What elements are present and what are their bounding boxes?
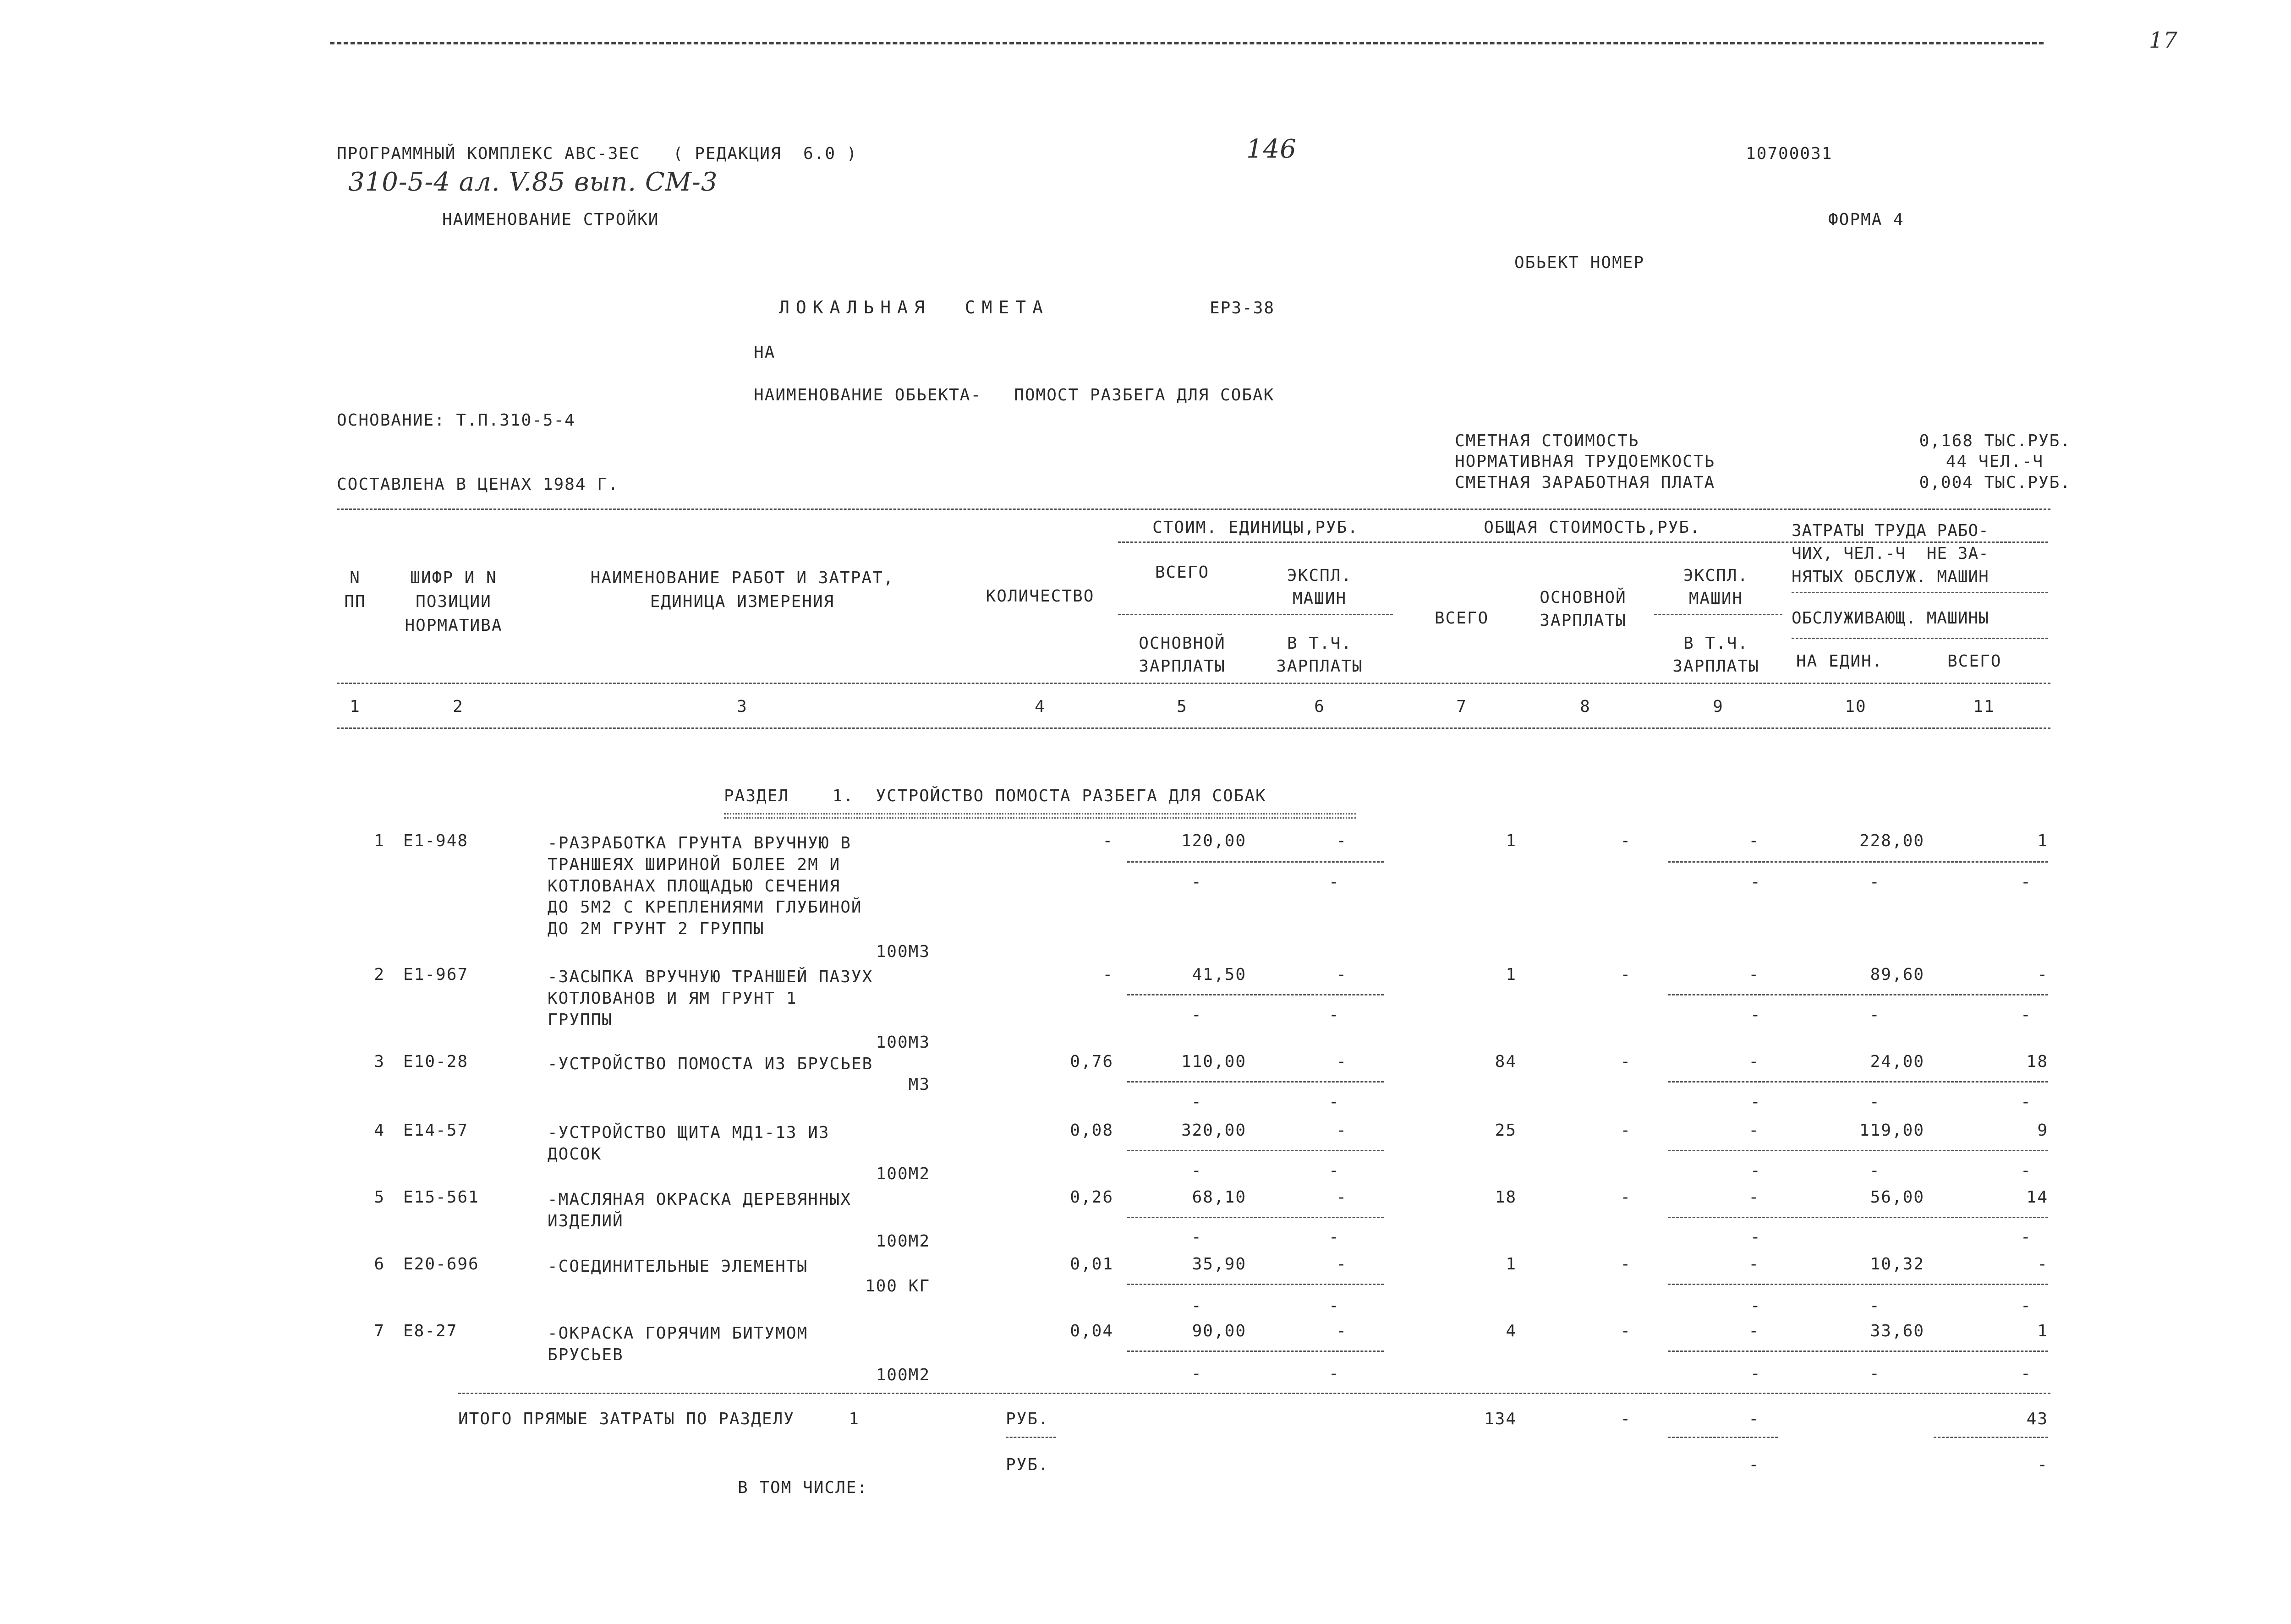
row-unit-price: 120,00 <box>1181 831 1246 850</box>
object-name: НАИМЕНОВАНИЕ ОБЬЕКТА- ПОМОСТ РАЗБЕГА ДЛЯ СОБАК <box>754 386 1275 405</box>
col-number: 2 <box>453 697 464 716</box>
row-unit-price: 35,90 <box>1192 1255 1246 1274</box>
totals-total: 134 <box>1484 1410 1517 1428</box>
dash-mark: - <box>1750 1161 1760 1180</box>
row-unit: 100М2 <box>876 1232 930 1251</box>
row-subrule <box>1668 1150 2048 1151</box>
dash-mark: - <box>2021 1093 2031 1111</box>
row-subrule <box>1127 994 1384 995</box>
totals-machines-2: - <box>1748 1455 1759 1474</box>
dash-mark: - <box>1191 1296 1201 1315</box>
row-total: 84 <box>1495 1052 1517 1071</box>
row-total: 18 <box>1495 1188 1517 1207</box>
row-quantity: 0,04 <box>1070 1322 1113 1340</box>
row-subrule <box>1668 1217 2048 1218</box>
estimated-cost-label: СМЕТНАЯ СТОИМОСТЬ <box>1455 432 1639 450</box>
price-level: СОСТАВЛЕНА В ЦЕНАХ 1984 Г. <box>337 475 619 494</box>
col-header-unit-total: ВСЕГО <box>1155 563 1210 582</box>
row-unit-price: 320,00 <box>1181 1121 1246 1140</box>
dash-mark: - <box>1750 1364 1760 1383</box>
col-header-name: НАИМЕНОВАНИЕ РАБОТ И ЗАТРАТ, ЕДИНИЦА ИЗМЕРЕНИЯ <box>590 569 894 612</box>
col-number: 1 <box>350 697 361 716</box>
totals-labor-total: 43 <box>2026 1410 2048 1428</box>
program-name: ПРОГРАММНЫЙ КОМПЛЕКС АВС-ЗЕС ( РЕДАКЦИЯ 6.0 ) <box>337 144 858 163</box>
row-main-pay: - <box>1620 1121 1631 1140</box>
row-main-pay: - <box>1620 831 1631 850</box>
column-numbers-bottom-rule <box>337 727 2050 729</box>
col-header-quantity: КОЛИЧЕСТВО <box>986 587 1095 606</box>
dash-mark: - <box>2021 1228 2031 1247</box>
dash-mark: - <box>1750 1006 1760 1024</box>
row-code: Е15-561 <box>403 1188 479 1207</box>
for-label: НА <box>754 343 776 362</box>
row-unit: 100М3 <box>876 1033 930 1052</box>
row-code: Е10-28 <box>403 1052 469 1071</box>
row-number: 4 <box>374 1121 385 1140</box>
handwritten-reference: 310-5-4 ал. V.85 вып. СМ-3 <box>348 167 718 197</box>
object-number-label: ОБЬЕКТ НОМЕР <box>1514 253 1645 272</box>
row-subrule <box>1668 994 2048 995</box>
row-unit: 100М2 <box>876 1366 930 1384</box>
dash-mark: - <box>1750 1296 1760 1315</box>
row-subrule <box>1668 1081 2048 1083</box>
page-number: 17 <box>2149 27 2178 53</box>
col-number: 6 <box>1314 697 1325 716</box>
wages-label: СМЕТНАЯ ЗАРАБОТНАЯ ПЛАТА <box>1455 473 1716 492</box>
totals-machines: - <box>1748 1410 1759 1428</box>
dash-mark: - <box>1191 1161 1201 1180</box>
dash-mark: - <box>1750 873 1760 891</box>
dash-mark: - <box>1191 1006 1201 1024</box>
labor-intensity-value: 44 ЧЕЛ.-Ч <box>1946 452 2044 471</box>
row-number: 1 <box>374 831 385 850</box>
totals-currency: РУБ. <box>1006 1410 1049 1428</box>
dash-mark: - <box>2021 873 2031 891</box>
col-header-code: ШИФР И N ПОЗИЦИИ НОРМАТИВА <box>405 569 503 635</box>
row-labor-total: 18 <box>2026 1052 2048 1071</box>
dash-mark: - <box>2021 1364 2031 1383</box>
row-labor-per-unit: 228,00 <box>1859 831 1924 850</box>
row-code: Е14-57 <box>403 1121 469 1140</box>
dash-mark: - <box>1329 1161 1339 1180</box>
row-main-pay: - <box>1620 965 1631 984</box>
row-quantity: 0,08 <box>1070 1121 1113 1140</box>
col-group-unit-cost: СТОИМ. ЕДИНИЦЫ,РУБ. <box>1152 518 1359 537</box>
col-header-labor-total: ВСЕГО <box>1947 652 2002 671</box>
dash-mark: - <box>2021 1006 2031 1024</box>
row-total: 25 <box>1495 1121 1517 1140</box>
col-header-labor-per-unit: НА ЕДИН. <box>1796 652 1883 671</box>
row-quantity: - <box>1102 831 1113 850</box>
row-unit-price: 68,10 <box>1192 1188 1246 1207</box>
col-header-labor-serve: ОБСЛУЖИВАЮЩ. МАШИНЫ <box>1792 609 1989 628</box>
row-name: -РАЗРАБОТКА ГРУНТА ВРУЧНУЮ В ТРАНШЕЯХ ШИРИНОЙ БОЛЕЕ 2М И КОТЛОВАНАХ ПЛОЩАДЬЮ СЕЧЕНИЯ ДО 5М2 С КРЕПЛЕНИЯМИ ГЛУБИНОЙ ДО 2М ГРУНТ 2 ГРУППЫ <box>548 834 862 939</box>
row-name: -ОКРАСКА ГОРЯЧИМ БИТУМОМ БРУСЬЕВ <box>548 1324 808 1364</box>
estimated-cost-value: 0,168 ТЫС.РУБ. <box>1919 432 2071 450</box>
row-unit: 100М2 <box>876 1165 930 1183</box>
row-labor-total: - <box>2037 965 2048 984</box>
col-group-total-cost: ОБЩАЯ СТОИМОСТЬ,РУБ. <box>1484 518 1701 537</box>
row-quantity: - <box>1102 965 1113 984</box>
col-header-unit-incl-pay: В Т.Ч. ЗАРПЛАТЫ <box>1276 634 1363 676</box>
row-labor-total: 1 <box>2037 1322 2048 1340</box>
totals-labor-total-2: - <box>2037 1455 2048 1474</box>
dash-mark: - <box>2021 1161 2031 1180</box>
dash-mark: - <box>1869 1161 1880 1180</box>
wages-value: 0,004 ТЫС.РУБ. <box>1919 473 2071 492</box>
header-top-rule <box>337 509 2050 510</box>
labor-subdivider-1 <box>1792 592 2048 593</box>
row-unit-machines: - <box>1336 1255 1347 1274</box>
row-total-machines: - <box>1748 1188 1759 1207</box>
row-main-pay: - <box>1620 1052 1631 1071</box>
row-code: Е20-696 <box>403 1255 479 1274</box>
row-code: Е1-967 <box>403 965 469 984</box>
row-unit-machines: - <box>1336 1052 1347 1071</box>
section-title-underline <box>724 813 1356 819</box>
col-header-total-machines: ЭКСПЛ. МАШИН <box>1683 566 1749 608</box>
row-total-machines: - <box>1748 1121 1759 1140</box>
dash-mark: - <box>1329 1364 1339 1383</box>
row-total-machines: - <box>1748 831 1759 850</box>
dash-mark: - <box>1869 873 1880 891</box>
row-number: 7 <box>374 1322 385 1340</box>
totals-currency-2: РУБ. <box>1006 1455 1049 1474</box>
col-header-n: N ПП <box>344 569 366 612</box>
col-number: 5 <box>1177 697 1188 716</box>
dash-mark: - <box>1191 1364 1201 1383</box>
row-total: 1 <box>1506 965 1517 984</box>
row-main-pay: - <box>1620 1255 1631 1274</box>
row-labor-per-unit: 10,32 <box>1870 1255 1924 1274</box>
dash-mark: - <box>1191 1093 1201 1111</box>
row-labor-per-unit: 33,60 <box>1870 1322 1924 1340</box>
dash-mark: - <box>1329 1228 1339 1247</box>
row-labor-per-unit: 56,00 <box>1870 1188 1924 1207</box>
row-total: 4 <box>1506 1322 1517 1340</box>
dash-mark: - <box>1750 1093 1760 1111</box>
col-header-unit-machines: ЭКСПЛ. МАШИН <box>1287 566 1353 608</box>
dash-mark: - <box>1329 873 1339 891</box>
row-subrule <box>1668 1437 1778 1438</box>
col-header-total-main-pay: ОСНОВНОЙ ЗАРПЛАТЫ <box>1540 588 1627 630</box>
row-total: 1 <box>1506 1255 1517 1274</box>
row-labor-per-unit: 89,60 <box>1870 965 1924 984</box>
row-quantity: 0,01 <box>1070 1255 1113 1274</box>
sheet-number: 146 <box>1246 134 1297 164</box>
col-number: 3 <box>737 697 748 716</box>
header-bottom-rule <box>337 683 2050 684</box>
row-name: -ЗАСЫПКА ВРУЧНУЮ ТРАНШЕЙ ПАЗУХ КОТЛОВАНОВ И ЯМ ГРУНТ 1 ГРУППЫ <box>548 968 873 1029</box>
dash-mark: - <box>1329 1296 1339 1315</box>
col-header-total: ВСЕГО <box>1434 609 1489 628</box>
dash-mark: - <box>1329 1093 1339 1111</box>
row-subrule <box>1127 861 1384 863</box>
estimate-code: ЕРЗ-38 <box>1210 299 1275 317</box>
row-name: -СОЕДИНИТЕЛЬНЫЕ ЭЛЕМЕНТЫ <box>548 1257 808 1276</box>
row-labor-total: 14 <box>2026 1188 2048 1207</box>
labor-intensity-label: НОРМАТИВНАЯ ТРУДОЕМКОСТЬ <box>1455 452 1716 471</box>
row-labor-per-unit: 24,00 <box>1870 1052 1924 1071</box>
dash-mark: - <box>1869 1093 1880 1111</box>
totals-main-pay: - <box>1620 1410 1631 1428</box>
row-number: 2 <box>374 965 385 984</box>
row-unit-price: 41,50 <box>1192 965 1246 984</box>
basis: ОСНОВАНИЕ: Т.П.310-5-4 <box>337 411 575 430</box>
row-quantity: 0,76 <box>1070 1052 1113 1071</box>
row-subrule <box>1127 1284 1384 1285</box>
row-subrule <box>1934 1437 2048 1438</box>
row-total-machines: - <box>1748 1255 1759 1274</box>
top-dashed-border <box>330 42 2044 44</box>
row-name: -УСТРОЙСТВО ЩИТА МД1-13 ИЗ ДОСОК <box>548 1123 830 1164</box>
row-subrule <box>1127 1081 1384 1083</box>
col-number: 11 <box>1973 697 1995 716</box>
col-group-labor: ЗАТРАТЫ ТРУДА РАБО- ЧИХ, ЧЕЛ.-Ч НЕ ЗА- НЯТЫХ ОБСЛУЖ. МАШИН <box>1792 521 1989 586</box>
row-labor-per-unit: 119,00 <box>1859 1121 1924 1140</box>
dash-mark: - <box>2021 1296 2031 1315</box>
row-number: 3 <box>374 1052 385 1071</box>
col-number: 4 <box>1035 697 1046 716</box>
row-code: Е1-948 <box>403 831 469 850</box>
row-name: -МАСЛЯНАЯ ОКРАСКА ДЕРЕВЯННЫХ ИЗДЕЛИЙ <box>548 1190 851 1230</box>
row-code: Е8-27 <box>403 1322 458 1340</box>
col-number: 10 <box>1845 697 1867 716</box>
section-title: РАЗДЕЛ 1. УСТРОЙСТВО ПОМОСТА РАЗБЕГА ДЛЯ СОБАК <box>724 787 1266 805</box>
total-subdivider <box>1654 614 1782 615</box>
row-subrule <box>1668 1284 2048 1285</box>
totals-top-rule <box>458 1393 2050 1394</box>
row-number: 5 <box>374 1188 385 1207</box>
document-code: 10700031 <box>1746 144 1833 163</box>
col-number: 9 <box>1713 697 1724 716</box>
dash-mark: - <box>1869 1006 1880 1024</box>
row-unit-machines: - <box>1336 1322 1347 1340</box>
row-main-pay: - <box>1620 1188 1631 1207</box>
row-total-machines: - <box>1748 1322 1759 1340</box>
row-unit-price: 90,00 <box>1192 1322 1246 1340</box>
row-subrule <box>1006 1437 1056 1438</box>
dash-mark: - <box>1191 1228 1201 1247</box>
row-quantity: 0,26 <box>1070 1188 1113 1207</box>
dash-mark: - <box>1329 1006 1339 1024</box>
row-total-machines: - <box>1748 1052 1759 1071</box>
row-labor-total: 1 <box>2037 831 2048 850</box>
row-name: -УСТРОЙСТВО ПОМОСТА ИЗ БРУСЬЕВ <box>548 1055 873 1073</box>
dash-mark: - <box>1869 1364 1880 1383</box>
row-unit-machines: - <box>1336 1121 1347 1140</box>
row-subrule <box>1127 1351 1384 1352</box>
row-subrule <box>1668 1351 2048 1352</box>
row-total: 1 <box>1506 831 1517 850</box>
row-subrule <box>1668 861 2048 863</box>
row-labor-total: 9 <box>2037 1121 2048 1140</box>
row-unit: М3 <box>908 1075 930 1094</box>
row-unit-machines: - <box>1336 965 1347 984</box>
dash-mark: - <box>1869 1296 1880 1315</box>
form-number: ФОРМА 4 <box>1828 210 1904 229</box>
unit-cost-divider <box>1118 541 2048 543</box>
row-number: 6 <box>374 1255 385 1274</box>
col-header-unit-main-pay: ОСНОВНОЙ ЗАРПЛАТЫ <box>1139 634 1226 676</box>
col-number: 7 <box>1456 697 1467 716</box>
row-labor-total: - <box>2037 1255 2048 1274</box>
row-unit-machines: - <box>1336 1188 1347 1207</box>
estimate-title: ЛОКАЛЬНАЯ СМЕТА <box>779 297 1050 317</box>
row-unit: 100 КГ <box>865 1277 930 1296</box>
dash-mark: - <box>1191 873 1201 891</box>
col-number: 8 <box>1580 697 1591 716</box>
totals-label: ИТОГО ПРЯМЫЕ ЗАТРАТЫ ПО РАЗДЕЛУ 1 <box>458 1410 860 1428</box>
construction-label: НАИМЕНОВАНИЕ СТРОЙКИ <box>442 210 659 229</box>
row-unit-machines: - <box>1336 831 1347 850</box>
row-unit-price: 110,00 <box>1181 1052 1246 1071</box>
dash-mark: - <box>1750 1228 1760 1247</box>
row-unit: 100М3 <box>876 942 930 961</box>
labor-subdivider-2 <box>1792 638 2048 639</box>
unit-subdivider <box>1118 614 1393 615</box>
row-subrule <box>1127 1150 1384 1151</box>
row-main-pay: - <box>1620 1322 1631 1340</box>
col-header-total-incl-pay: В Т.Ч. ЗАРПЛАТЫ <box>1672 634 1759 676</box>
row-total-machines: - <box>1748 965 1759 984</box>
row-subrule <box>1127 1217 1384 1218</box>
including-label: В ТОМ ЧИСЛЕ: <box>738 1478 868 1497</box>
